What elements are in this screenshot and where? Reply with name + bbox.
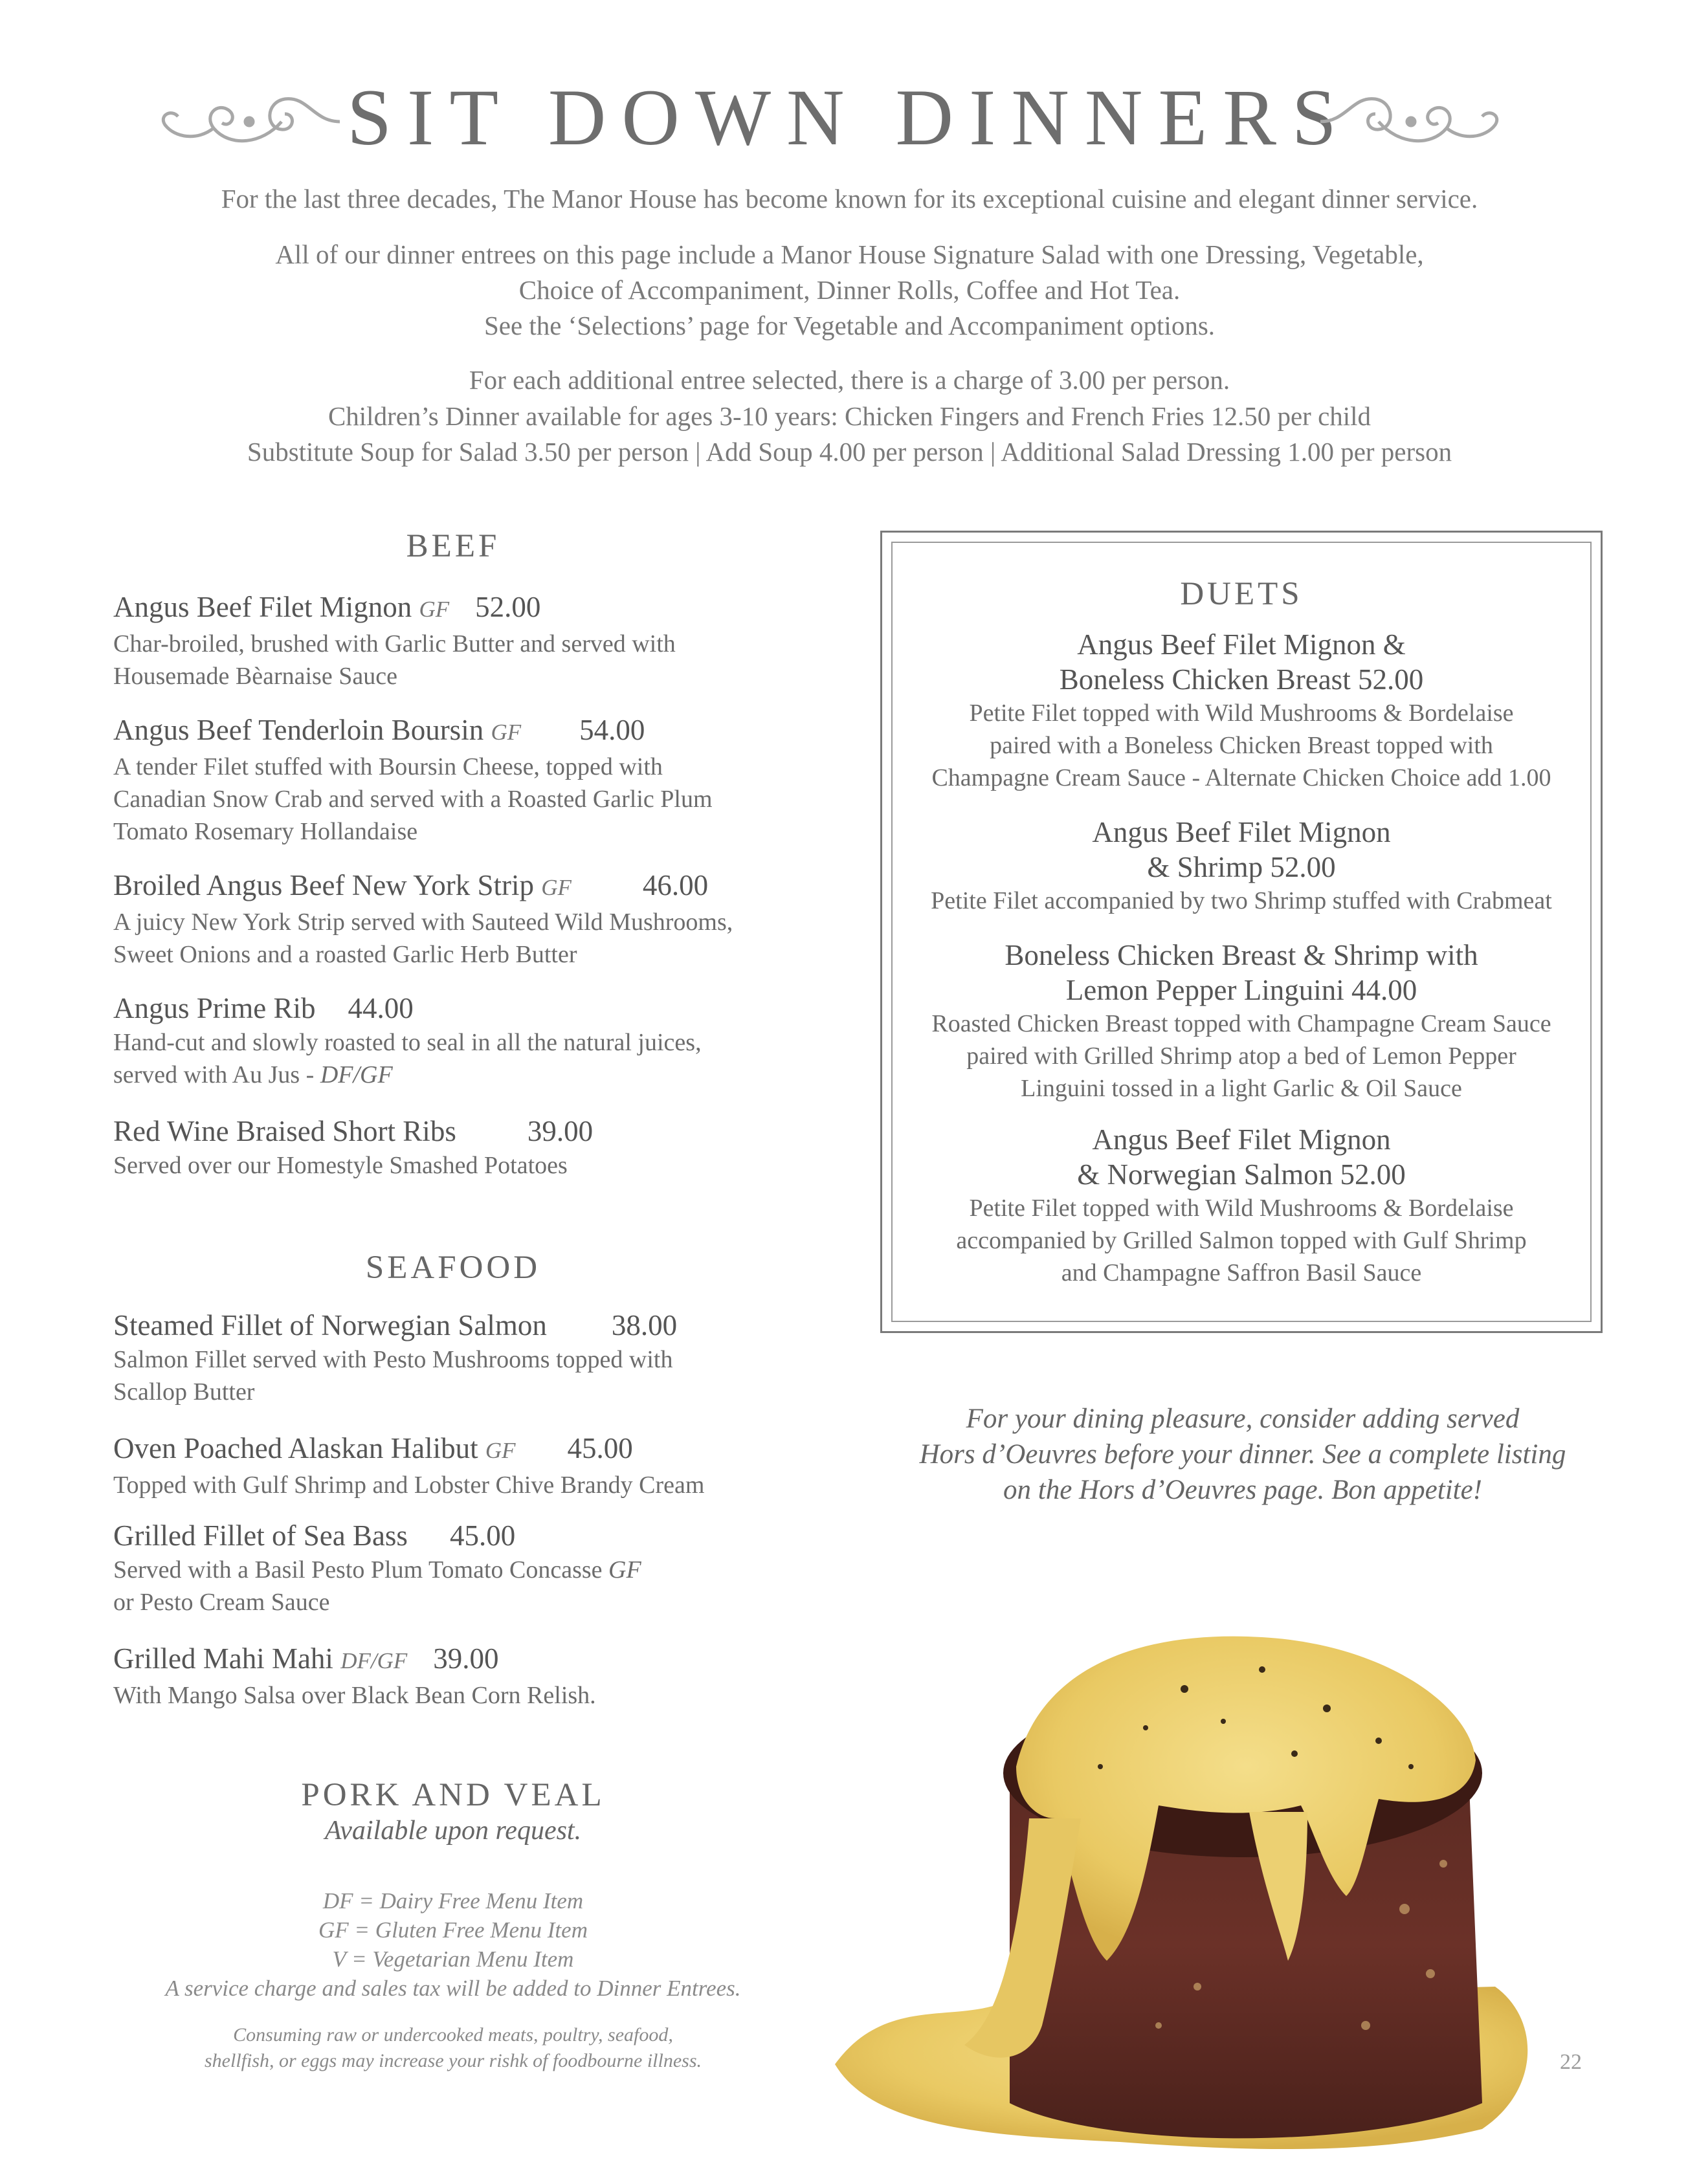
duet-item — [893, 938, 1590, 1105]
item-description: Sweet Onions and a roasted Garlic Herb Butter — [113, 941, 577, 968]
duets-box — [880, 531, 1603, 1333]
item-description: Housemade Bèarnaise Sauce — [113, 663, 397, 690]
item-description: served with Au Jus - — [113, 1061, 320, 1088]
item-description: Topped with Gulf Shrimp and Lobster Chive Brandy Cream — [113, 1472, 705, 1499]
warning-line: Consuming raw or undercooked meats, poultry, seafood, — [233, 2024, 673, 2046]
duet-name: Angus Beef Filet Mignon & — [1077, 628, 1406, 661]
diet-tag: GF — [608, 1556, 641, 1583]
warning-line: shellfish, or eggs may increase your rishk of foodbourne illness. — [205, 2050, 702, 2071]
item-description: With Mango Salsa over Black Bean Corn Relish. — [113, 1682, 596, 1709]
note-line: Hors d’Oeuvres before your dinner. See a complete listing — [919, 1439, 1566, 1470]
duet-name: & Shrimp 52.00 — [1147, 851, 1336, 883]
diet-tag: GF — [485, 1438, 516, 1463]
item-description: Salmon Fillet served with Pesto Mushrooms topped with — [113, 1346, 673, 1373]
item-description: or Pesto Cream Sauce — [113, 1589, 330, 1616]
item-name: Angus Beef Filet Mignon — [113, 591, 412, 623]
duet-description: Petite Filet topped with Wild Mushrooms & Bordelaise — [969, 700, 1514, 727]
legend-gf: GF = Gluten Free Menu Item — [318, 1917, 588, 1943]
item-price: 46.00 — [642, 869, 709, 901]
item-price: 52.00 — [475, 591, 541, 623]
note-line: For your dining pleasure, consider adding served — [966, 1404, 1520, 1434]
intro-line: Substitute Soup for Salad 3.50 per person | Add Soup 4.00 per person | Additional Salad Dressing 1.00 per person — [247, 437, 1452, 467]
duet-description: paired with a Boneless Chicken Breast topped with — [990, 732, 1493, 759]
item-name: Oven Poached Alaskan Halibut — [113, 1432, 478, 1464]
item-price: 39.00 — [433, 1642, 499, 1675]
item-price: 44.00 — [348, 992, 414, 1024]
item-name: Steamed Fillet of Norwegian Salmon — [113, 1309, 547, 1341]
intro-line: For each additional entree selected, there is a charge of 3.00 per person. — [469, 365, 1230, 395]
item-name: Grilled Mahi Mahi — [113, 1642, 333, 1675]
item-name: Red Wine Braised Short Ribs — [113, 1115, 456, 1147]
menu-item — [113, 712, 838, 848]
duet-description: Roasted Chicken Breast topped with Champagne Cream Sauce — [931, 1010, 1551, 1037]
legend-v: V = Vegetarian Menu Item — [332, 1947, 574, 1972]
legend-df: DF = Dairy Free Menu Item — [322, 1888, 584, 1914]
diet-tag: GF — [419, 597, 450, 622]
diet-tag: GF — [491, 720, 522, 745]
duet-description: and Champagne Saffron Basil Sauce — [1061, 1259, 1422, 1286]
item-description: Served over our Homestyle Smashed Potatoes — [113, 1152, 568, 1179]
item-price: 39.00 — [527, 1115, 594, 1147]
menu-item — [113, 1307, 838, 1408]
item-description: A tender Filet stuffed with Boursin Cheese, topped with — [113, 753, 663, 780]
item-description: Char-broiled, brushed with Garlic Butter and served with — [113, 630, 676, 657]
item-price: 54.00 — [579, 714, 645, 746]
pork-veal-heading: PORK AND VEAL — [301, 1777, 605, 1813]
duet-description: Linguini tossed in a light Garlic & Oil Sauce — [1021, 1075, 1462, 1102]
duet-item — [893, 1122, 1590, 1289]
item-price: 45.00 — [449, 1519, 516, 1552]
filet-mignon-photo — [796, 1572, 1605, 2155]
pork-veal-note: Available upon request. — [324, 1816, 582, 1846]
item-name: Angus Beef Tenderloin Boursin — [113, 714, 484, 746]
item-price: 38.00 — [611, 1309, 678, 1341]
item-name: Angus Prime Rib — [113, 992, 316, 1024]
page-number: 22 — [1560, 2050, 1582, 2074]
item-description: Scallop Butter — [113, 1378, 255, 1406]
duet-item — [893, 815, 1590, 917]
service-charge-note: A service charge and sales tax will be added to Dinner Entrees. — [165, 1976, 741, 2001]
legend — [97, 1886, 809, 2003]
hors-doeuvres-note — [867, 1401, 1618, 1508]
intro-line: Children’s Dinner available for ages 3-10 years: Chicken Fingers and French Fries 12.50 per child — [328, 401, 1371, 431]
duet-name: Lemon Pepper Linguini 44.00 — [1065, 974, 1417, 1006]
duet-name: & Norwegian Salmon 52.00 — [1077, 1158, 1406, 1191]
duet-description: Champagne Cream Sauce - Alternate Chicken Choice add 1.00 — [931, 764, 1551, 791]
menu-item — [113, 1430, 838, 1501]
menu-item — [113, 990, 838, 1091]
menu-item — [113, 589, 838, 692]
item-name: Broiled Angus Beef New York Strip — [113, 869, 534, 901]
item-description: Tomato Rosemary Hollandaise — [113, 818, 418, 845]
item-description: Canadian Snow Crab and served with a Roasted Garlic Plum — [113, 786, 713, 813]
duet-description: accompanied by Grilled Salmon topped with Gulf Shrimp — [956, 1227, 1527, 1254]
duet-name: Angus Beef Filet Mignon — [1092, 816, 1391, 848]
page-title: SIT DOWN DINNERS — [347, 73, 1352, 162]
item-price: 45.00 — [567, 1432, 633, 1464]
diet-tag: DF/GF — [320, 1061, 393, 1088]
note-line: on the Hors d’Oeuvres page. Bon appetite! — [1003, 1475, 1482, 1505]
duet-description: paired with Grilled Shrimp atop a bed of Lemon Pepper — [966, 1042, 1516, 1070]
item-description: Served with a Basil Pesto Plum Tomato Concasse — [113, 1556, 609, 1583]
right-flourish-icon — [1314, 83, 1508, 160]
duet-item — [893, 627, 1590, 794]
item-description: A juicy New York Strip served with Sauteed Wild Mushrooms, — [113, 909, 733, 936]
item-description: Hand-cut and slowly roasted to seal in all the natural juices, — [113, 1029, 702, 1056]
duet-name: Angus Beef Filet Mignon — [1092, 1123, 1391, 1156]
duets-inner-border — [891, 542, 1592, 1322]
duet-description: Petite Filet topped with Wild Mushrooms & Bordelaise — [969, 1195, 1514, 1222]
menu-item — [113, 1517, 838, 1618]
diet-tag: DF/GF — [340, 1648, 408, 1673]
menu-item — [113, 867, 838, 971]
menu-item — [113, 1113, 838, 1182]
intro-line: All of our dinner entrees on this page include a Manor House Signature Salad with one Dressing, Vegetable, — [275, 239, 1424, 269]
menu-item — [113, 1640, 838, 1712]
beef-heading: BEEF — [406, 528, 500, 564]
intro-line: See the ‘Selections’ page for Vegetable and Accompaniment options. — [483, 311, 1216, 340]
seafood-heading: SEAFOOD — [365, 1250, 541, 1286]
duet-name: Boneless Chicken Breast & Shrimp with — [1005, 939, 1478, 971]
intro-line: For the last three decades, The Manor House has become known for its exceptional cuisine and elegant dinner service. — [221, 184, 1478, 214]
diet-tag: GF — [541, 875, 572, 900]
duet-description: Petite Filet accompanied by two Shrimp stuffed with Crabmeat — [931, 887, 1552, 914]
intro-line: Choice of Accompaniment, Dinner Rolls, Coffee and Hot Tea. — [518, 275, 1181, 305]
duets-heading: DUETS — [1180, 576, 1303, 612]
health-warning — [97, 2022, 809, 2074]
duet-name: Boneless Chicken Breast 52.00 — [1059, 663, 1424, 696]
item-name: Grilled Fillet of Sea Bass — [113, 1519, 408, 1552]
